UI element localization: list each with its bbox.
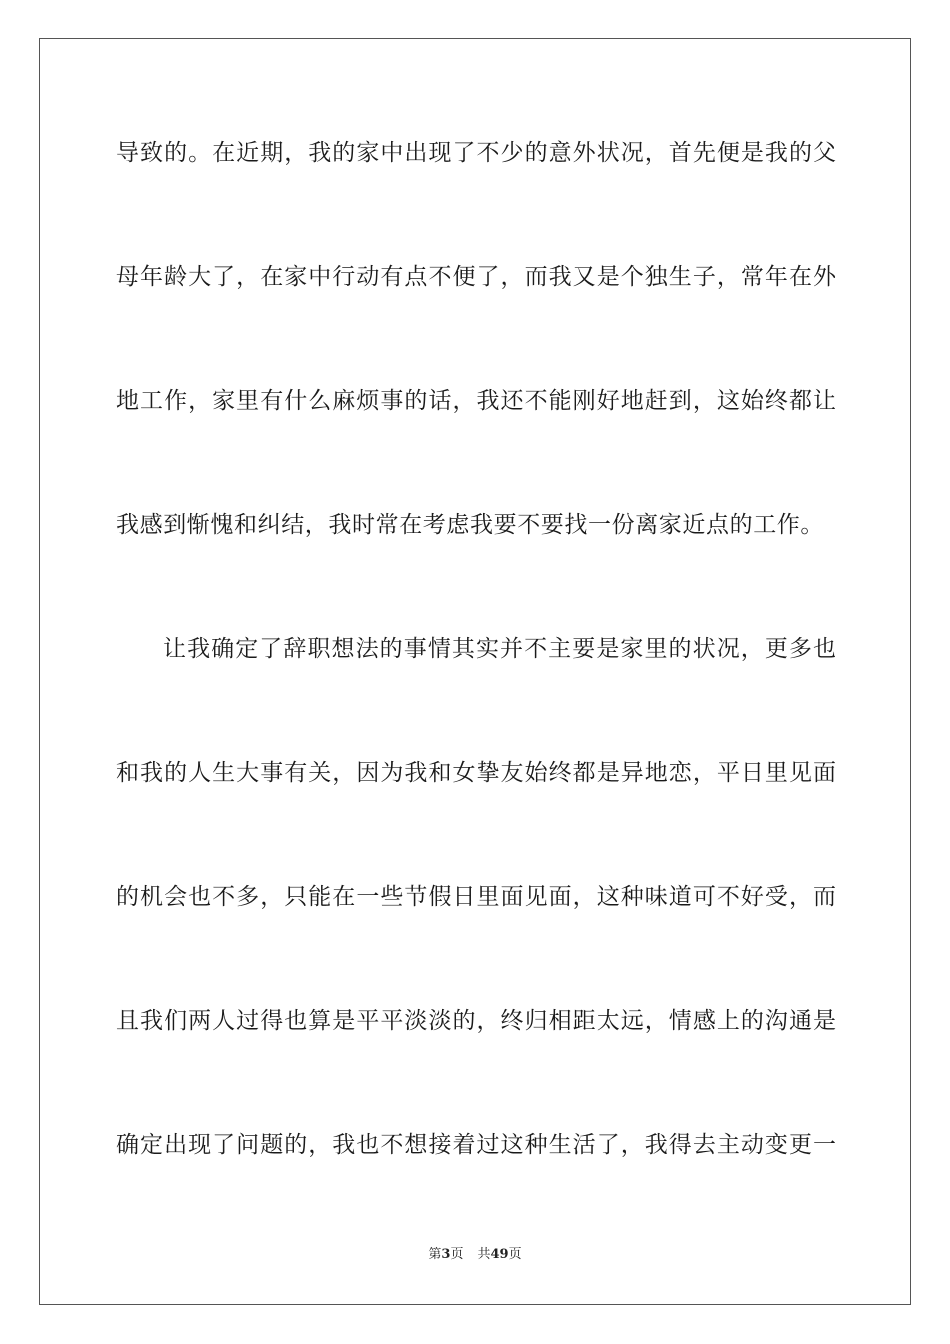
- footer-page-number: 3: [441, 1247, 451, 1262]
- paragraph-line-8: 且我们两人过得也算是平平淡淡的，终归相距太远，情感上的沟通是: [116, 1008, 836, 1034]
- footer-page-suffix: 页: [450, 1247, 464, 1262]
- paragraph-line-2: 母年龄大了，在家中行动有点不便了，而我又是个独生子，常年在外: [116, 264, 836, 290]
- paragraph-line-3: 地工作，家里有什么麻烦事的话，我还不能刚好地赶到，这始终都让: [116, 388, 836, 414]
- paragraph-line-6: 和我的人生大事有关，因为我和女挚友始终都是异地恋，平日里见面: [116, 760, 836, 786]
- footer-total-number: 49: [490, 1247, 509, 1262]
- page-border: [39, 38, 911, 1305]
- footer-total-suffix: 页: [508, 1247, 522, 1262]
- paragraph-line-9: 确定出现了问题的，我也不想接着过这种生活了，我得去主动变更一: [116, 1132, 836, 1158]
- paragraph-line-7: 的机会也不多，只能在一些节假日里面见面，这种味道可不好受，而: [116, 884, 836, 910]
- paragraph-line-4: 我感到惭愧和纠结，我时常在考虑我要不要找一份离家近点的工作。: [116, 512, 824, 538]
- footer-total-prefix: 共: [477, 1247, 491, 1262]
- page-footer: [0, 1247, 950, 1263]
- paragraph-line-5: 让我确定了辞职想法的事情其实并不主要是家里的状况，更多也: [163, 636, 836, 662]
- footer-page-prefix: 第: [428, 1247, 442, 1262]
- paragraph-line-1: 导致的。在近期，我的家中出现了不少的意外状况，首先便是我的父: [116, 140, 836, 166]
